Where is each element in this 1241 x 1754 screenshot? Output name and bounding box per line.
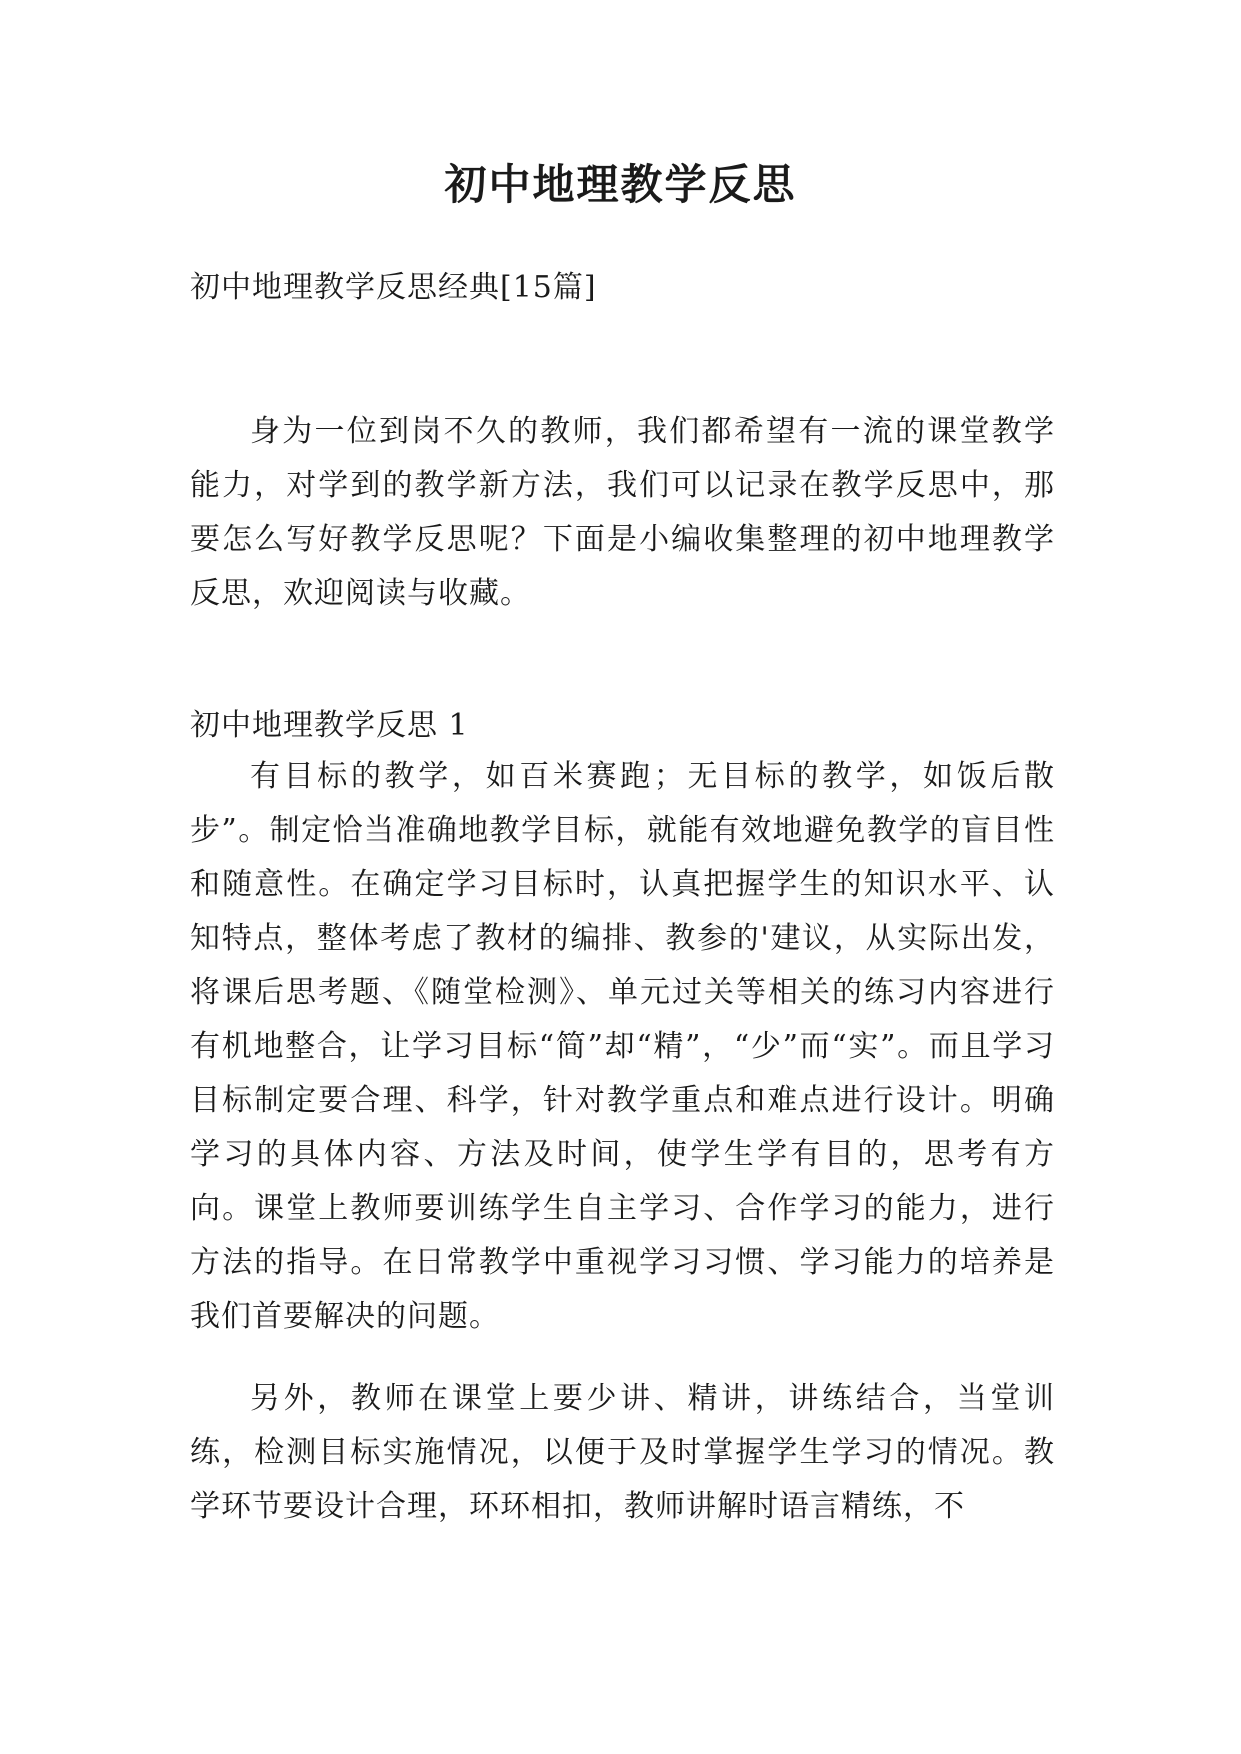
document-subtitle: 初中地理教学反思经典[15篇]	[190, 270, 597, 305]
section-heading: 初中地理教学反思 1	[190, 708, 469, 743]
body-paragraph: 另外，教师在课堂上要少讲、精讲，讲练结合，当堂训练，检测目标实施情况，以便于及时掌握学生学习的情况。教学环节要设计合理，环环相扣，教师讲解时语言精练，不	[190, 1381, 1055, 1524]
document-title: 初中地理教学反思	[444, 160, 797, 209]
body-paragraph: 有目标的教学，如百米赛跑；无目标的教学，如饭后散步”。制定恰当准确地教学目标，就能有效地避免教学的盲目性和随意性。在确定学习目标时，认真把握学生的知识水平、认知特点，整体考虑了教材的编排、教参的'建议，从实际出发，将课后思考题、《随堂检测》、单元过关等相关的练习内容进行有机地整合，让学习目标“简”却“精”，“少”而“实”。而且学习目标制定要合理、科学，针对教学重点和难点进行设计。明确学习的具体内容、方法及时间，使学生学有目的，思考有方向。课堂上教师要训练学生自主学习、合作学习的能力，进行方法的指导。在日常教学中重视学习习惯、学习能力的培养是我们首要解决的问题。	[190, 759, 1055, 1334]
intro-paragraph: 身为一位到岗不久的教师，我们都希望有一流的课堂教学能力，对学到的教学新方法，我们可以记录在教学反思中，那要怎么写好教学反思呢？下面是小编收集整理的初中地理教学反思，欢迎阅读与收藏。	[190, 414, 1055, 611]
